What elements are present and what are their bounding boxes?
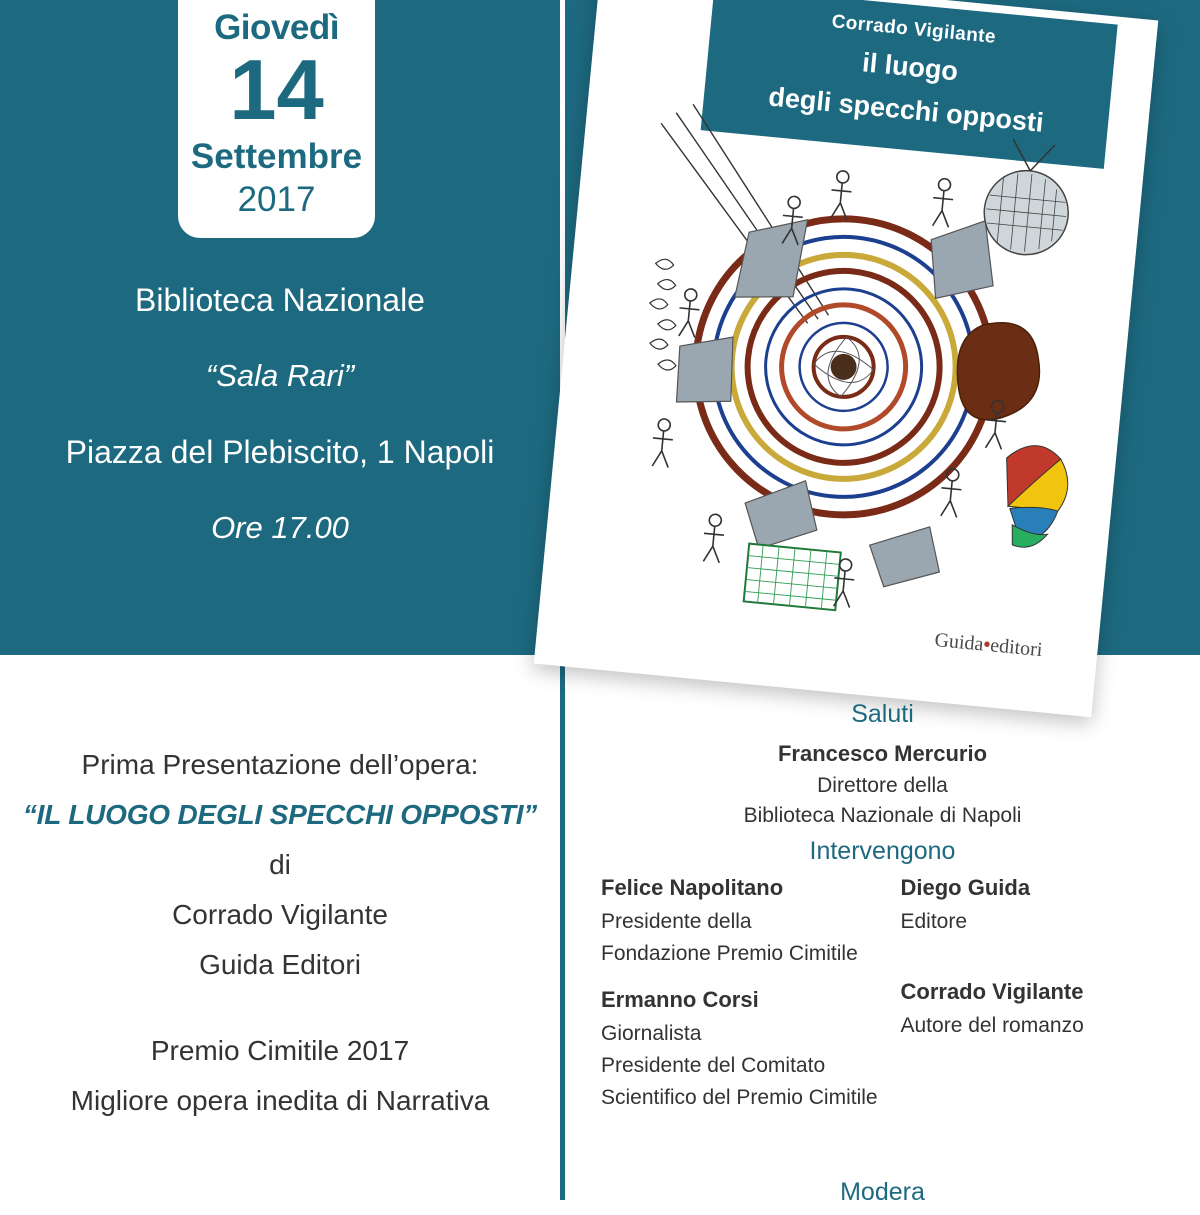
moderator-heading: Modera	[840, 1178, 925, 1207]
cover-illustration	[596, 91, 1102, 633]
date-day: 14	[229, 50, 324, 132]
speaker-entry	[901, 870, 1200, 938]
presentation-block	[0, 740, 560, 1126]
moderator-heading-wrap	[565, 1178, 1200, 1215]
speaker-name: Diego Guida	[901, 870, 1200, 906]
presentation-title: “IL LUOGO DEGLI SPECCHI OPPOSTI”	[0, 790, 560, 840]
speaker-name: Corrado Vigilante	[901, 974, 1200, 1010]
presentation-author: Corrado Vigilante	[0, 890, 560, 940]
speaker-role-line: Presidente della	[601, 906, 883, 938]
speakers-column-left	[565, 870, 883, 1126]
venue-address: Piazza del Plebiscito, 1 Napoli	[0, 414, 560, 490]
speakers-heading: Intervengono	[565, 837, 1200, 866]
greetings-heading: Saluti	[565, 700, 1200, 729]
speaker-name: Felice Napolitano	[601, 870, 883, 906]
publisher-suffix: editori	[989, 634, 1043, 661]
program-block	[565, 700, 1200, 1126]
presentation-di: di	[0, 840, 560, 890]
date-year: 2017	[238, 180, 316, 220]
date-month: Settembre	[191, 136, 362, 178]
presentation-intro: Prima Presentazione dell’opera:	[0, 740, 560, 790]
greeter-block	[565, 737, 1200, 831]
book-cover	[534, 0, 1159, 717]
publisher-dot-icon: •	[982, 634, 991, 657]
speaker-entry	[901, 974, 1200, 1042]
speakers-column-right	[883, 870, 1200, 1126]
presentation-spacer	[0, 990, 560, 1026]
speaker-entry	[601, 982, 883, 1114]
book-cover-wrap	[556, 0, 1196, 714]
book-title-line1: il luogo	[707, 32, 1113, 104]
presentation-publisher: Guida Editori	[0, 940, 560, 990]
greeter-role-line-2: Biblioteca Nazionale di Napoli	[565, 801, 1200, 831]
date-badge	[178, 0, 375, 238]
speaker-role-line: Editore	[901, 906, 1200, 938]
venue-room: “Sala Rari”	[0, 338, 560, 414]
greeter-name: Francesco Mercurio	[565, 737, 1200, 771]
award-line-1: Premio Cimitile 2017	[0, 1026, 560, 1076]
book-title-line2: degli specchi opposti	[703, 74, 1109, 146]
venue-block	[0, 262, 560, 566]
speaker-role-line: Autore del romanzo	[901, 1010, 1200, 1042]
speaker-entry	[601, 870, 883, 970]
speaker-role-line: Presidente del Comitato	[601, 1050, 883, 1082]
speaker-role-line: Scientifico del Premio Cimitile	[601, 1082, 883, 1114]
speaker-name: Ermanno Corsi	[601, 982, 883, 1018]
speaker-role-line: Fondazione Premio Cimitile	[601, 938, 883, 970]
greeter-role-line-1: Direttore della	[565, 771, 1200, 801]
speaker-role-line: Giornalista	[601, 1018, 883, 1050]
speakers-columns	[565, 870, 1200, 1126]
publisher-logo	[934, 629, 1044, 662]
date-weekday: Giovedì	[214, 8, 339, 48]
book-author: Corrado Vigilante	[711, 0, 1116, 60]
venue-name: Biblioteca Nazionale	[0, 262, 560, 338]
venue-time: Ore 17.00	[0, 490, 560, 566]
award-line-2: Migliore opera inedita di Narrativa	[0, 1076, 560, 1126]
publisher-name: Guida	[934, 629, 985, 656]
